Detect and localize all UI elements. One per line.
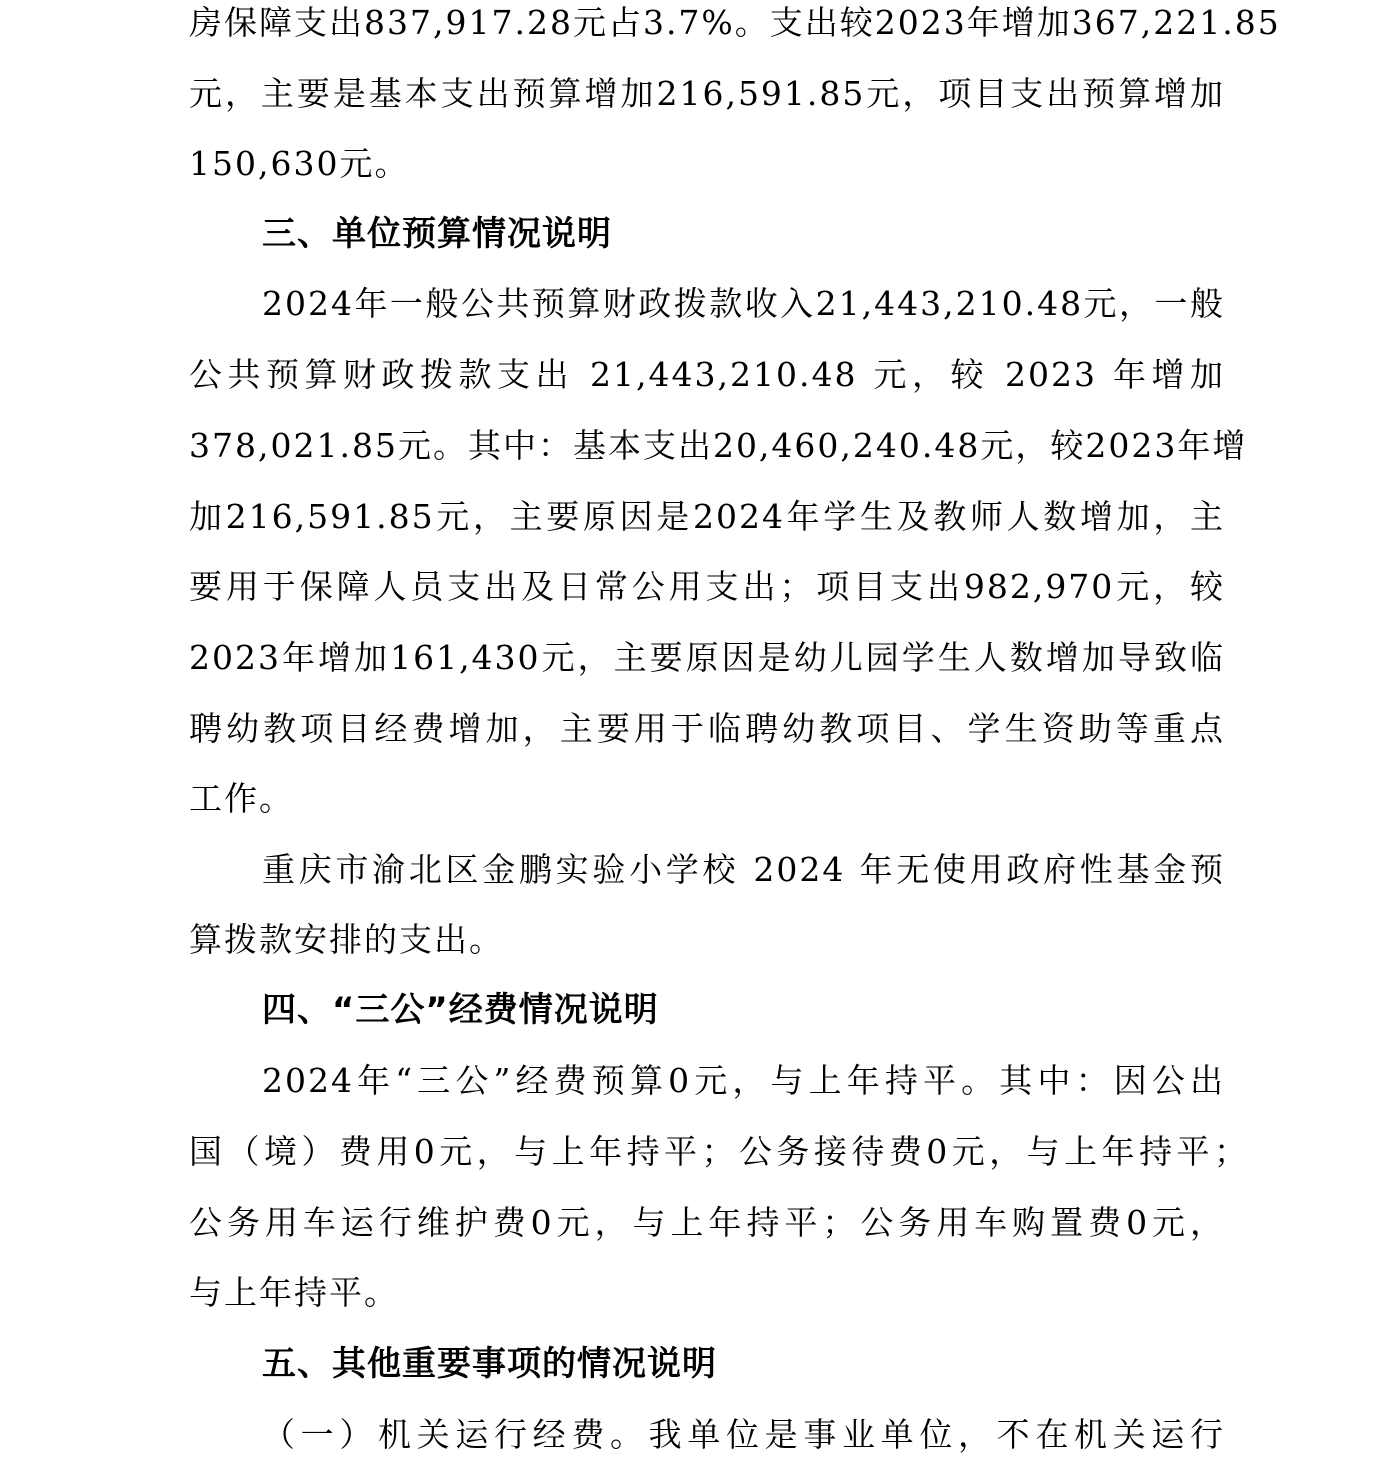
paragraph-line: 2023年增加161,430元，主要原因是幼儿园学生人数增加导致临 <box>189 638 1225 677</box>
paragraph-line: （一）机关运行经费。我单位是事业单位，不在机关运行 <box>262 1415 1225 1454</box>
section-heading: 四、“三公”经费情况说明 <box>262 990 659 1030</box>
paragraph-line: 房保障支出837,917.28元占3.7%。支出较2023年增加367,221.85 <box>189 3 1281 42</box>
paragraph-line: 150,630元。 <box>189 144 410 183</box>
paragraph-line: 算拨款安排的支出。 <box>189 920 504 959</box>
paragraph-line: 加216,591.85元，主要原因是2024年学生及教师人数增加，主 <box>189 497 1225 536</box>
paragraph-line: 元，主要是基本支出预算增加216,591.85元，项目支出预算增加 <box>189 74 1225 113</box>
paragraph-line: 与上年持平。 <box>189 1273 399 1312</box>
paragraph-line: 公共预算财政拨款支出 21,443,210.48 元，较 2023 年增加 <box>189 355 1225 394</box>
paragraph-line: 2024年“三公”经费预算0元，与上年持平。其中：因公出 <box>262 1061 1225 1100</box>
paragraph-line: 公务用车运行维护费0元，与上年持平；公务用车购置费0元， <box>189 1203 1225 1242</box>
paragraph-line: 2024年一般公共预算财政拨款收入21,443,210.48元，一般 <box>262 284 1225 323</box>
paragraph-line: 重庆市渝北区金鹏实验小学校 2024 年无使用政府性基金预 <box>262 850 1225 889</box>
section-heading: 三、单位预算情况说明 <box>262 214 612 254</box>
paragraph-line: 工作。 <box>189 779 294 818</box>
paragraph-line: 聘幼教项目经费增加，主要用于临聘幼教项目、学生资助等重点 <box>189 709 1225 748</box>
section-heading: 五、其他重要事项的情况说明 <box>262 1344 717 1384</box>
paragraph-line: 要用于保障人员支出及日常公用支出；项目支出982,970元，较 <box>189 567 1225 606</box>
paragraph-line: 国（境）费用0元，与上年持平；公务接待费0元，与上年持平； <box>189 1132 1249 1171</box>
paragraph-line: 378,021.85元。其中：基本支出20,460,240.48元，较2023年增 <box>189 426 1248 465</box>
